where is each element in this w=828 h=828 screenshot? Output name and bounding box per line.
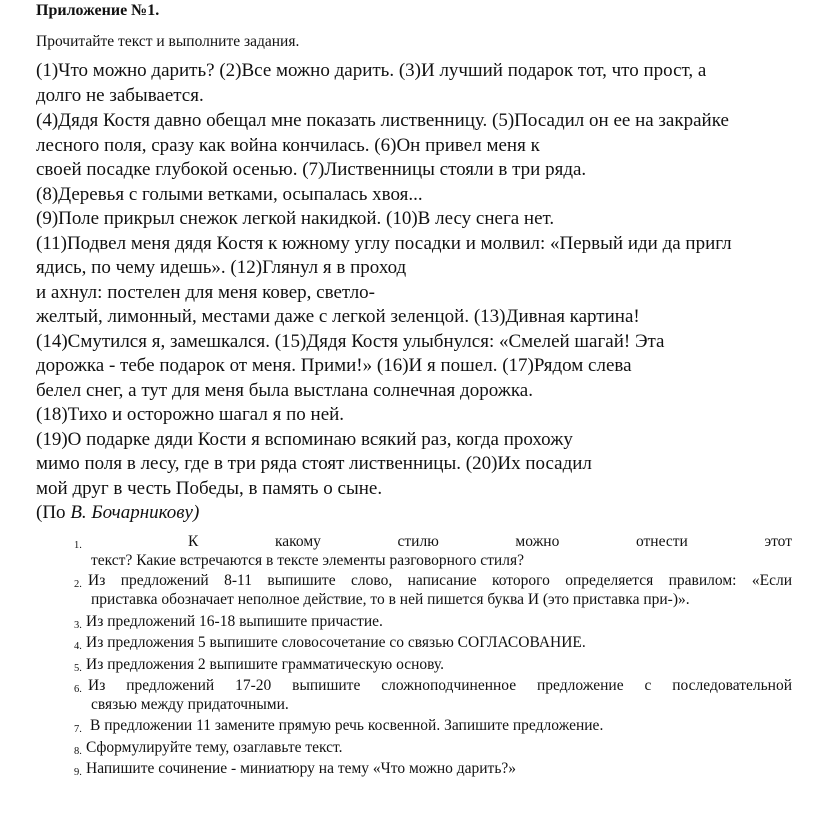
text-line: и ахнул: постелен для меня ковер, светло- [36,282,376,303]
task-number: 7. [74,724,82,735]
task-line: Из предложений 16-18 выпишите причастие. [86,613,383,630]
text-line: лесного поля, сразу как война кончилась. (6)Он привел меня к [36,135,540,156]
task-line: Напишите сочинение - миниатюру на тему «Что можно дарить?» [86,760,517,777]
task-number: 8. [74,746,82,757]
task-number: 3. [74,620,82,631]
text-line: желтый, лимонный, местами даже с легкой зеленцой. (13)Дивная картина! [36,306,640,327]
text-line: (4)Дядя Костя давно обещал мне показать лиственницу. (5)Посадил он ее на закрайке [36,110,729,131]
text-line: (19)О подарке дяди Кости я вспоминаю всякий раз, когда прохожу [36,429,573,450]
task-line: Из предложений 17-20 выпишите сложноподчиненное предложение с последовательной [88,677,792,694]
task-number: 2. [74,579,82,590]
task-line: Сформулируйте тему, озаглавьте текст. [86,739,343,756]
task-line: связью между придаточными. [91,696,289,713]
task-line: Из предложения 5 выпишите словосочетание со связью СОГЛАСОВАНИЕ. [86,634,586,651]
task-line: Из предложения 2 выпишите грамматическую основу. [86,656,445,673]
text-line: (11)Подвел меня дядя Костя к южному углу посадки и молвил: «Первый иди да пригл [36,233,732,254]
task-number: 4. [74,641,82,652]
task-line: Из предложений 8-11 выпишите слово, написание которого определяется правилом: «Если [88,572,792,589]
text-line: ядись, по чему идешь». (12)Глянул я в проход [36,257,407,278]
text-line: мимо поля в лесу, где в три ряда стоят лиственницы. (20)Их посадил [36,453,592,474]
text-line: (8)Деревья с голыми ветками, осыпалась хвоя... [36,184,423,205]
text-line: дорожка - тебе подарок от меня. Прими!» (16)И я пошел. (17)Рядом слева [36,355,632,376]
task-line: В предложении 11 замените прямую речь косвенной. Запишите предложение. [90,717,604,734]
source-prefix: (По [36,502,71,523]
text-line: белел снег, а тут для меня была выстлана солнечная дорожка. [36,380,533,401]
task-number: 5. [74,663,82,674]
source-author: В. Бочарникову) [70,502,200,523]
task-number: 1. [74,540,82,551]
text-line: долго не забывается. [36,85,204,106]
text-line: своей посадке глубокой осенью. (7)Лиственницы стояли в три ряда. [36,159,587,180]
task-number: 9. [74,767,82,778]
source-attribution [36,501,199,525]
appendix-title: Приложение №1. [36,2,160,19]
task-line: К какому стилю можно отнести этот [188,533,792,550]
task-line: текст? Какие встречаются в тексте элементы разговорного стиля? [91,552,524,569]
text-line: (18)Тихо и осторожно шагал я по ней. [36,404,345,425]
task-number: 6. [74,684,82,695]
text-line: (14)Смутился я, замешкался. (15)Дядя Костя улыбнулся: «Смелей шагай! Эта [36,331,665,352]
text-line: мой друг в честь Победы, в память о сыне. [36,478,383,499]
task-line: приставка обозначает неполное действие, то в ней пишется буква И (это приставка при-)». [91,591,690,608]
instruction-text: Прочитайте текст и выполните задания. [36,33,300,50]
text-line: (1)Что можно дарить? (2)Все можно дарить. (3)И лучший подарок тот, что прост, а [36,60,707,81]
text-line: (9)Поле прикрыл снежок легкой накидкой. (10)В лесу снега нет. [36,208,555,229]
